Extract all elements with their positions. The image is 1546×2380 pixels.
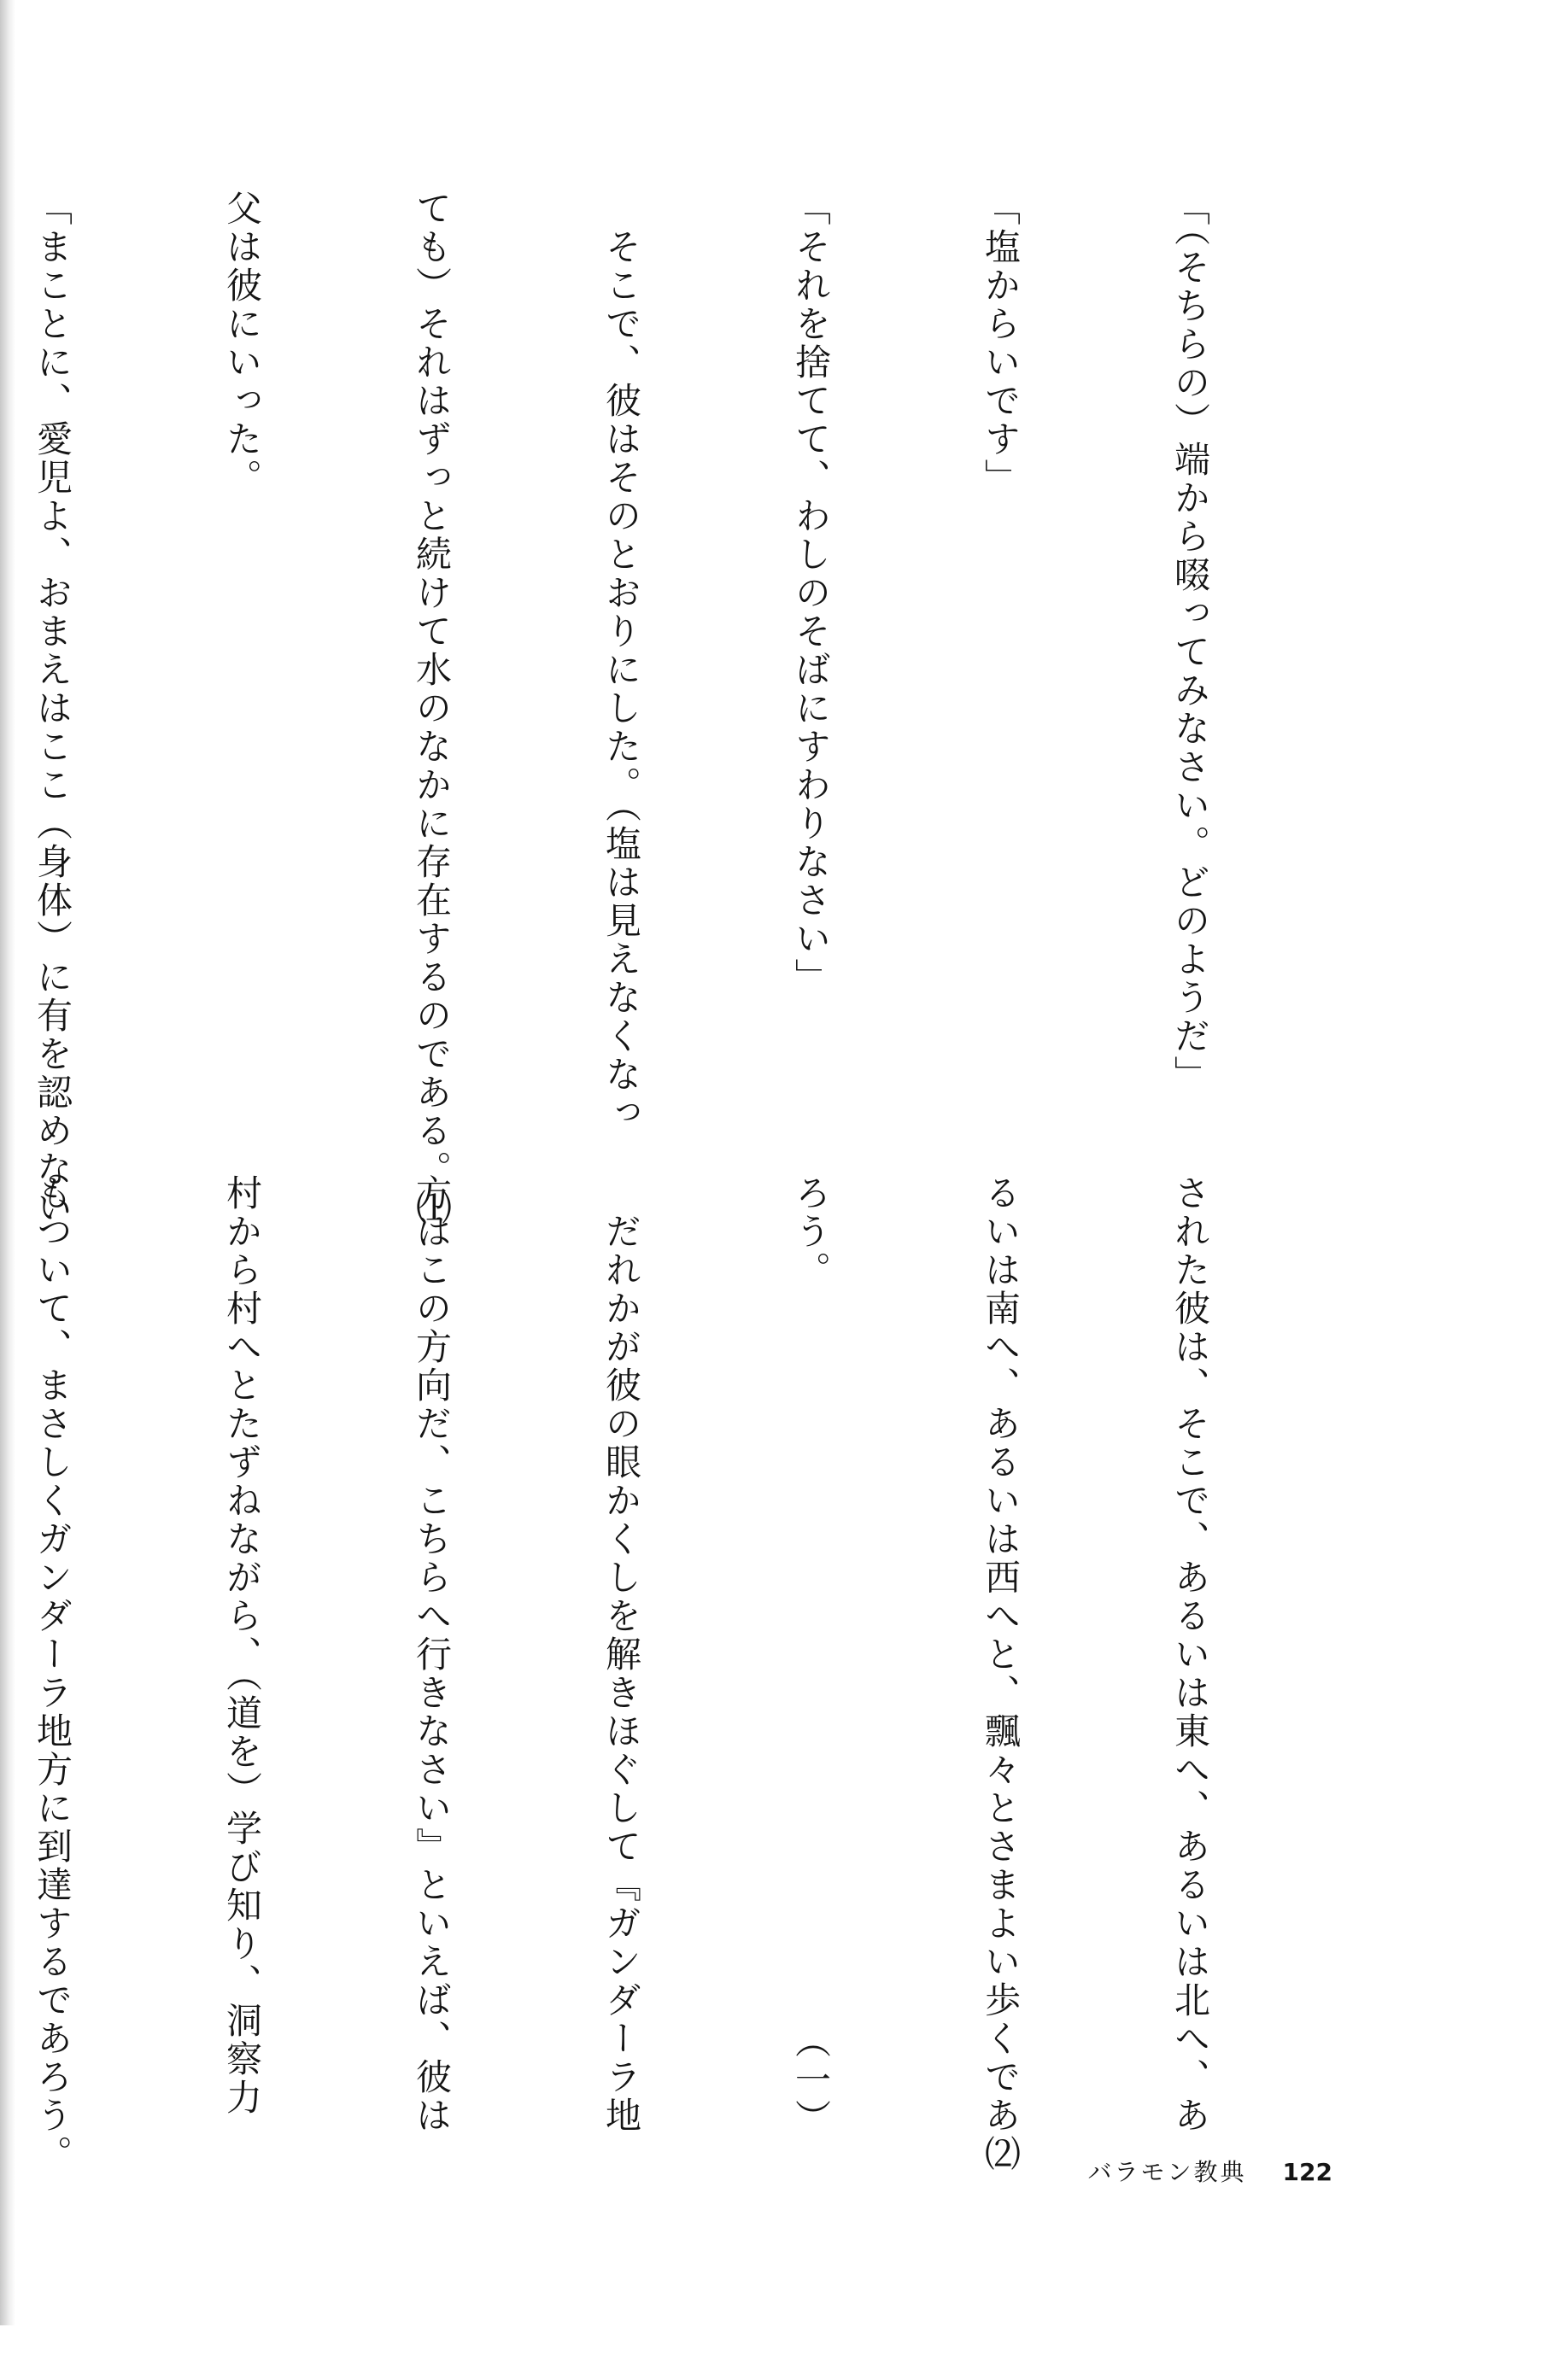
- text-column: だれかが彼の眼かくしを解きほぐして『ガンダーラ地: [600, 1174, 642, 2135]
- text-column: ろう。 （一）: [790, 1174, 832, 2137]
- text-column: 「それを捨てて、わしのそばにすわりなさい」: [790, 190, 832, 997]
- text-column: 「まことに、愛児よ、おまえはここ（身体）に有を認めない: [32, 190, 73, 1227]
- text-column: 「塩からいです」: [980, 190, 1022, 497]
- text-column: された彼は、そこで、あるいは東へ、あるいは北へ、あ: [1169, 1174, 1211, 2135]
- running-title: バラモン教典: [1087, 2158, 1247, 2186]
- text-column: もついて、まさしくガンダーラ地方に到達するであろう。: [32, 1174, 73, 2173]
- page-footer: [1088, 2154, 1332, 2188]
- page-number: 122: [1282, 2158, 1332, 2186]
- text-column: 方はこの方向だ、こちらへ行きなさい』といえば、彼は: [411, 1174, 453, 2135]
- text-column: 父は彼にいった。: [221, 190, 263, 497]
- text-column: 村から村へとたずねながら、（道を）学び知り、洞察力: [221, 1174, 263, 2117]
- text-column: ても）それはずっと続けて水のなかに存在するのである。⑴: [411, 190, 453, 1227]
- text-column: そこで、彼はそのとおりにした。（塩は見えなくなっ: [600, 190, 642, 1132]
- text-column: 「（そちらの）端から啜ってみなさい。どのようだ」: [1169, 190, 1211, 1094]
- text-column: るいは南へ、あるいは西へと、飄々とさまよい歩くであ⑵: [980, 1174, 1022, 2173]
- upper-text-block: [0, 190, 1348, 1227]
